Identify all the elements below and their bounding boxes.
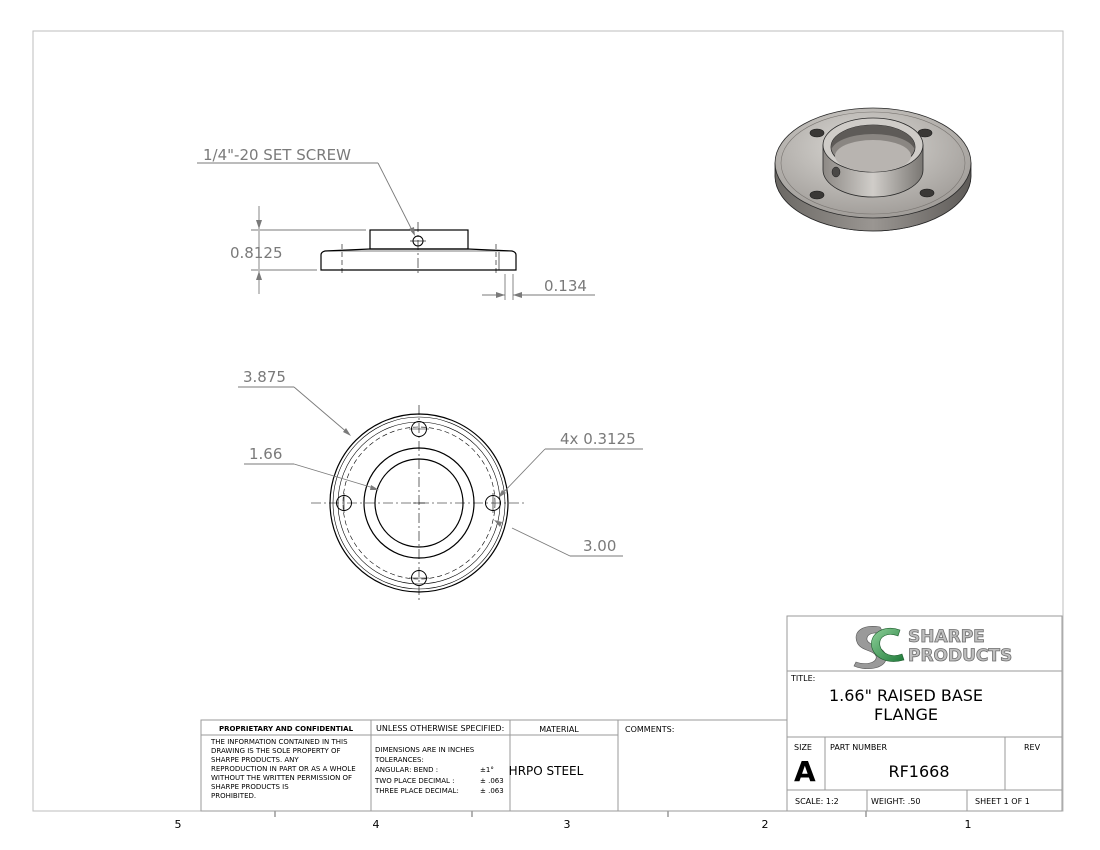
- logo-text-products: PRODUCTS: [908, 646, 1013, 666]
- scale-label: SCALE: 1:2: [795, 797, 839, 806]
- sheet-label: SHEET 1 OF 1: [975, 797, 1030, 806]
- drawing-title-line2: FLANGE: [874, 705, 938, 724]
- dim-outer-diameter: 3.875: [243, 368, 286, 386]
- isometric-view: [775, 108, 971, 231]
- logo-text-sharpe: SHARPE: [908, 627, 985, 647]
- dim-tube-diameter: 1.66: [249, 445, 283, 463]
- part-number-label: PART NUMBER: [830, 743, 888, 752]
- title-label: TITLE:: [791, 674, 816, 683]
- proprietary-line: DRAWING IS THE SOLE PROPERTY OF: [211, 747, 341, 755]
- proprietary-line: SHARPE PRODUCTS IS: [211, 783, 289, 791]
- tolerance-value: ± .063: [480, 787, 504, 795]
- zone-label: 2: [761, 818, 769, 831]
- tolerance-line: DIMENSIONS ARE IN INCHES: [375, 746, 475, 754]
- callout-set-screw: 1/4"-20 SET SCREW: [203, 146, 351, 164]
- tolerance-line: ANGULAR: BEND :: [375, 766, 439, 774]
- material-value: HRPO STEEL: [508, 764, 584, 778]
- material-heading: MATERIAL: [539, 725, 579, 734]
- drawing-title-line1: 1.66" RAISED BASE: [828, 686, 984, 705]
- proprietary-line: SHARPE PRODUCTS. ANY: [211, 756, 299, 764]
- top-view: [238, 368, 643, 602]
- dim-holes: 4x 0.3125: [560, 430, 636, 448]
- zone-label: 1: [964, 818, 972, 831]
- tolerance-line: THREE PLACE DECIMAL:: [375, 787, 459, 795]
- weight-label: WEIGHT: .50: [871, 797, 921, 806]
- sharpe-products-logo: [854, 626, 1012, 668]
- zone-label: 3: [563, 818, 571, 831]
- side-view: [197, 146, 595, 300]
- dim-bolt-circle: 3.00: [583, 537, 617, 555]
- zone-label: 5: [174, 818, 182, 831]
- rev-label: REV: [1024, 743, 1041, 752]
- part-number-value: RF1668: [888, 762, 950, 781]
- proprietary-line: WITHOUT THE WRITTEN PERMISSION OF: [211, 774, 353, 782]
- tolerance-value: ±1°: [480, 766, 494, 774]
- title-block: [201, 616, 1062, 811]
- tolerance-line: TOLERANCES:: [375, 756, 424, 764]
- zone-label: 4: [372, 818, 380, 831]
- size-label: SIZE: [794, 743, 812, 752]
- proprietary-line: PROHIBITED.: [211, 792, 257, 800]
- comments-heading: COMMENTS:: [625, 725, 675, 734]
- proprietary-line: REPRODUCTION IN PART OR AS A WHOLE: [211, 765, 356, 773]
- dim-thickness: 0.134: [544, 277, 587, 295]
- proprietary-line: THE INFORMATION CONTAINED IN THIS: [211, 738, 348, 746]
- size-value: A: [794, 755, 816, 788]
- zone-labels: [175, 811, 972, 831]
- dim-height: 0.8125: [230, 244, 283, 262]
- proprietary-heading: PROPRIETARY AND CONFIDENTIAL: [218, 725, 354, 733]
- tolerance-line: TWO PLACE DECIMAL :: [375, 777, 455, 785]
- unless-heading: UNLESS OTHERWISE SPECIFIED:: [376, 724, 505, 733]
- tolerance-value: ± .063: [480, 777, 504, 785]
